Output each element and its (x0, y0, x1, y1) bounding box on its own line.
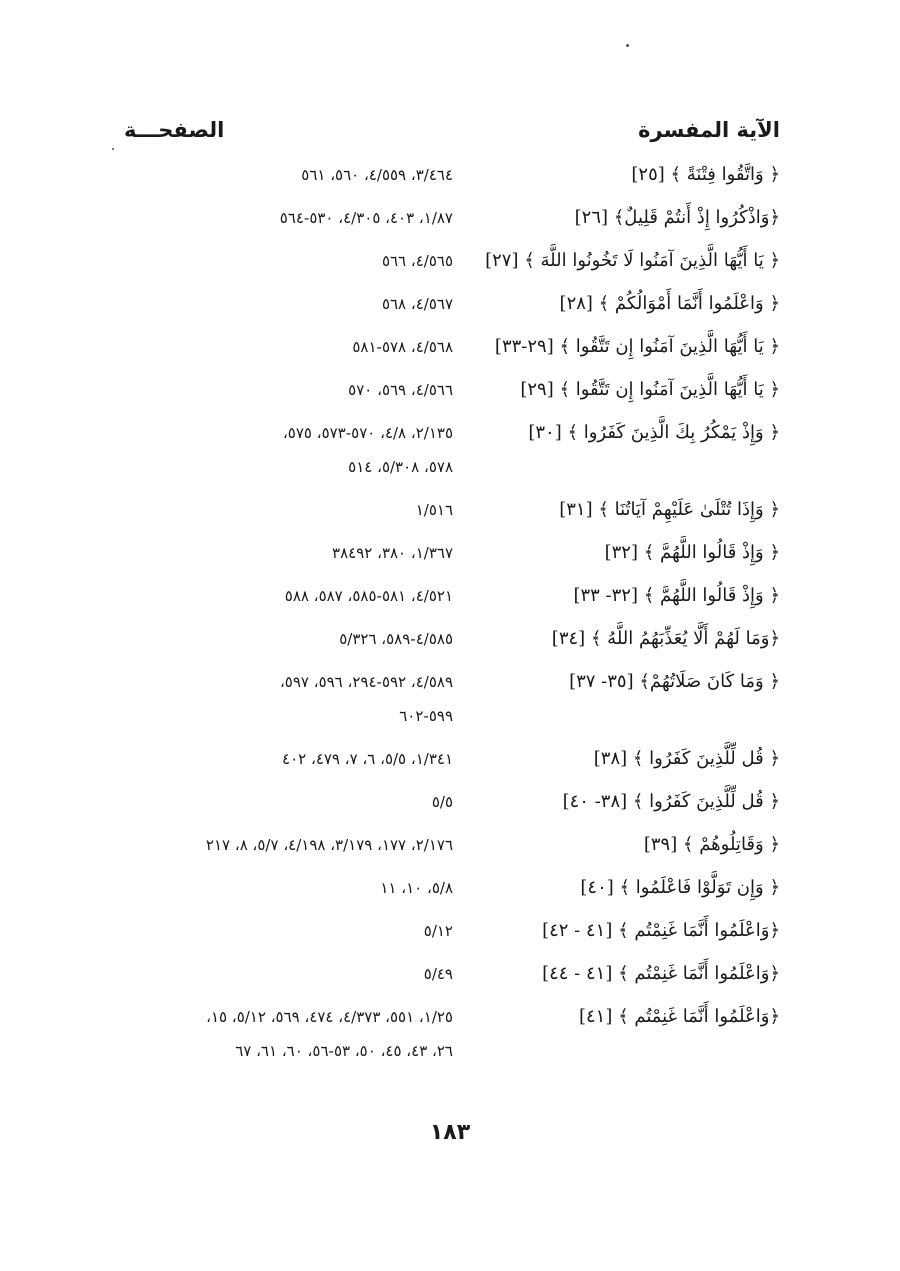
table-row (118, 373, 780, 407)
page-reference-line: ٥٩٩-٦٠٢ (399, 707, 453, 725)
page-references (118, 914, 453, 948)
table-row (118, 579, 780, 613)
table-row (118, 828, 780, 862)
ayah-reference: ﴿ وَإِن تَوَلَّوْا فَاعْلَمُوا ﴾ [٤٠] (580, 877, 780, 898)
ayah-reference: ﴿ وَقَاتِلُوهُمْ ﴾ [٣٩] (643, 834, 780, 855)
page-number: ١٨٣ (429, 1120, 471, 1145)
table-row (118, 785, 780, 819)
table-row (118, 536, 780, 570)
page-reference-line: ٥/٤٩ (423, 965, 453, 983)
table-row (118, 871, 780, 905)
ayah-reference: ﴿ وَاعْلَمُوا أَنَّمَا أَمْوَالُكُمْ ﴾ [٢٨] (559, 293, 780, 314)
page-references (118, 957, 453, 991)
page-reference-line: ٥/٨، ١٠، ١١ (380, 879, 453, 897)
ayah-reference: ﴿ يَا أَيُّهَا الَّذِينَ آمَنُوا لَا تَخُونُوا اللَّهَ ﴾ [٢٧] (485, 250, 780, 271)
page-reference-line: ٣/٤٦٤، ٤/٥٥٩، ٥٦٠، ٥٦١ (301, 166, 453, 184)
page-references (118, 536, 453, 570)
page-references (118, 416, 453, 484)
page-reference-line: ١/٣٦٧، ٣٨٠، ٣٨٤٩٢ (332, 544, 453, 562)
ayah-reference: ﴿وَاعْلَمُوا أَنَّمَا غَنِمْتُم ﴾ [٤١ - ٤٢] (542, 920, 780, 941)
table-row (118, 914, 780, 948)
ayah-reference: ﴿ وَإِذْ قَالُوا اللَّهُمَّ ﴾ [٣٢- ٣٣] (573, 585, 780, 606)
page-references (118, 493, 453, 527)
table-row (118, 244, 780, 278)
table-row (118, 665, 780, 733)
page-reference-line: ٢/١٣٥، ٤/٨، ٥٧٠-٥٧٣، ٥٧٥، (282, 424, 453, 442)
page-references (118, 158, 453, 192)
page-reference-line: ٤/٥٦٦، ٥٦٩، ٥٧٠ (348, 381, 453, 399)
ayah-reference: ﴿ وَمَا كَانَ صَلَاتُهُمْ﴾ [٣٥- ٣٧] (569, 671, 780, 692)
page-references (118, 579, 453, 613)
page-reference-line: ٥/٥ (431, 793, 453, 811)
ayah-reference: ﴿ يَا أَيُّهَا الَّذِينَ آمَنُوا إِن تَتَّقُوا ﴾ [٢٩] (520, 379, 780, 400)
print-speck (112, 148, 114, 150)
index-table (118, 158, 780, 1077)
ayah-reference: ﴿وَاذْكُرُوا إِذْ أَنتُمْ قَلِيلٌ﴾ [٢٦] (574, 207, 780, 228)
page-reference-line: ١/٨٧، ٤٠٣، ٤/٣٠٥، ٥٣٠-٥٦٤ (279, 209, 453, 227)
page-references (118, 330, 453, 364)
page-references (118, 871, 453, 905)
page-reference-line: ٢٦، ٤٣، ٤٥، ٥٠، ٥٣-٥٦، ٦٠، ٦١، ٦٧ (235, 1042, 453, 1060)
page-references (118, 244, 453, 278)
print-speck (626, 44, 629, 47)
table-header (118, 118, 780, 154)
table-row (118, 201, 780, 235)
ayah-reference: ﴿وَمَا لَهُمْ أَلَّا يُعَذِّبَهُمُ اللَّهُ ﴾ [٣٤] (551, 628, 780, 649)
ayah-reference: ﴿ يَا أَيُّهَا الَّذِينَ آمَنُوا إِن تَتَّقُوا ﴾ [٢٩-٣٣] (494, 336, 780, 357)
page-reference-line: ٢/١٧٦، ١٧٧، ٣/١٧٩، ٤/١٩٨، ٥/٧، ٨، ٢١٧ (205, 836, 453, 854)
table-row (118, 1000, 780, 1068)
page-reference-line: ٥٧٨، ٥/٣٠٨، ٥١٤ (348, 458, 453, 476)
page-reference-line: ٤/٥٨٩، ٥٩٢-٢٩٤، ٥٩٦، ٥٩٧، (279, 673, 453, 691)
page-references (118, 373, 453, 407)
ayah-reference: ﴿ وَإِذَا تُتْلَىٰ عَلَيْهِمْ آيَاتُنَا ﴾ [٣١] (559, 499, 780, 520)
page-references (118, 742, 453, 776)
table-row (118, 493, 780, 527)
page-references (118, 828, 453, 862)
table-row (118, 622, 780, 656)
page-reference-line: ١/٢٥، ٥٥١، ٤/٣٧٣، ٤٧٤، ٥٦٩، ٥/١٢، ١٥، (206, 1008, 453, 1026)
page-references (118, 785, 453, 819)
page-reference-line: ٤/٥٢١، ٥٨١-٥٨٥، ٥٨٧، ٥٨٨ (284, 587, 453, 605)
page-references (118, 201, 453, 235)
page-reference-line: ١/٣٤١، ٥/٥، ٦، ٧، ٤٧٩، ٤٠٢ (282, 750, 453, 768)
table-row (118, 957, 780, 991)
ayah-reference: ﴿ وَإِذْ قَالُوا اللَّهُمَّ ﴾ [٣٢] (604, 542, 780, 563)
page-reference-line: ٤/٥٦٧، ٥٦٨ (381, 295, 453, 313)
ayah-reference: ﴿ قُل لِّلَّذِينَ كَفَرُوا ﴾ [٣٨] (593, 748, 780, 769)
header-page-column: الصفحـــة (124, 118, 225, 142)
page-reference-line: ١/٥١٦ (415, 501, 453, 519)
table-row (118, 742, 780, 776)
page-references (118, 622, 453, 656)
table-row (118, 287, 780, 321)
ayah-reference: ﴿ وَاتَّقُوا فِتْنَةً ﴾ [٢٥] (631, 164, 780, 185)
table-row (118, 416, 780, 484)
ayah-reference: ﴿وَاعْلَمُوا أَنَّمَا غَنِمْتُم ﴾ [٤١ - ٤٤] (542, 963, 780, 984)
ayah-reference: ﴿ قُل لِّلَّذِينَ كَفَرُوا ﴾ [٣٨- ٤٠] (562, 791, 780, 812)
page-references (118, 665, 453, 733)
page-reference-line: ٤/٥٦٨، ٥٧٨-٥٨١ (352, 338, 453, 356)
page-reference-line: ٥/١٢ (423, 922, 453, 940)
ayah-reference: ﴿وَاعْلَمُوا أَنَّمَا غَنِمْتُم ﴾ [٤١] (578, 1006, 780, 1027)
page-reference-line: ٤/٥٦٥، ٥٦٦ (381, 252, 453, 270)
page-references (118, 1000, 453, 1068)
table-row (118, 158, 780, 192)
page-references (118, 287, 453, 321)
page-reference-line: ٤/٥٨٥-٥٨٩، ٥/٣٢٦ (339, 630, 453, 648)
header-ayah-column: الآية المفسرة (638, 118, 780, 142)
ayah-reference: ﴿ وَإِذْ يَمْكُرُ بِكَ الَّذِينَ كَفَرُوا ﴾ [٣٠] (528, 422, 780, 443)
table-row (118, 330, 780, 364)
